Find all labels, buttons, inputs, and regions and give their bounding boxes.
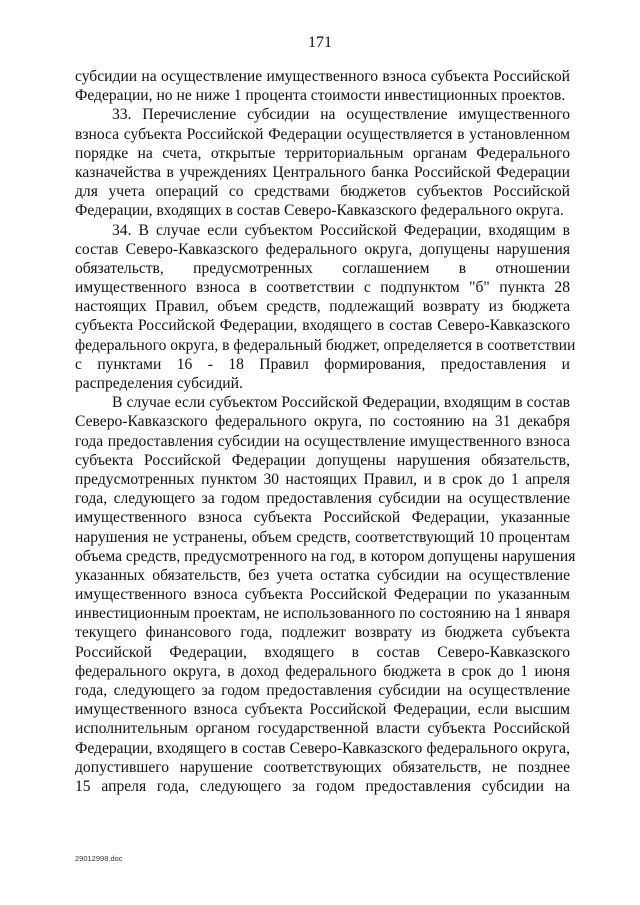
text-line: казначейства в учреждениях Центрального банка Российской Федерации bbox=[75, 163, 570, 181]
text-line: Федерации, но не ниже 1 процента стоимости инвестиционных проектов. bbox=[75, 87, 566, 105]
page-number: 171 bbox=[308, 34, 332, 51]
text-line: Российской Федерации, входящего в состав Северо-Кавказского bbox=[75, 643, 570, 661]
text-line: федерального округа, в доход федерального бюджета в срок до 1 июня bbox=[75, 662, 570, 680]
text-line: года, следующего за годом предоставления субсидии на осуществление bbox=[75, 490, 570, 508]
text-line: Федерации, входящих в состав Северо-Кавказского федерального округа. bbox=[75, 202, 564, 220]
text-line: 33. Перечисление субсидии на осуществление имущественного bbox=[112, 106, 570, 124]
text-line: состав Северо-Кавказского федерального округа, допущены нарушения bbox=[75, 240, 570, 258]
text-line: допустившего нарушение соответствующих обязательств, не позднее bbox=[75, 758, 570, 776]
text-line: 34. В случае если субъектом Российской Федерации, входящим в bbox=[112, 221, 570, 239]
text-line: Северо-Кавказского федерального округа, по состоянию на 31 декабря bbox=[75, 413, 570, 431]
text-line: предусмотренных пунктом 30 настоящих Правил, и в срок до 1 апреля bbox=[75, 470, 570, 488]
text-line: 15 апреля года, следующего за годом предоставления субсидии на bbox=[75, 777, 570, 795]
text-line: настоящих Правил, объем средств, подлежащий возврату из бюджета bbox=[75, 298, 570, 316]
text-line: субъекта Российской Федерации допущены нарушения обязательств, bbox=[75, 451, 570, 469]
text-line: указанных обязательств, без учета остатка субсидии на осуществление bbox=[75, 566, 570, 584]
text-line: Федерации, входящего в состав Северо-Кавказского федерального округа, bbox=[75, 739, 570, 757]
text-line: для учета операций со средствами бюджетов субъектов Российской bbox=[75, 183, 570, 201]
text-line: нарушения не устранены, объем средств, соответствующий 10 процентам bbox=[75, 528, 570, 546]
body-text bbox=[75, 67, 576, 796]
text-line: исполнительным органом государственной власти субъекта Российской bbox=[75, 720, 570, 738]
text-line: с пунктами 16 - 18 Правил формирования, предоставления и bbox=[75, 355, 570, 373]
text-line: порядке на счета, открытые территориальным органам Федерального bbox=[75, 144, 570, 162]
text-line: взноса субъекта Российской Федерации осуществляется в установленном bbox=[75, 125, 570, 143]
text-line: объема средств, предусмотренного на год, в котором допущены нарушения bbox=[75, 547, 576, 565]
text-line: года, следующего за годом предоставления субсидии на осуществление bbox=[75, 682, 570, 699]
footer-filename: 29012998.doc bbox=[75, 854, 123, 863]
text-line: федерального округа, в федеральный бюджет, определяется в соответствии bbox=[75, 336, 576, 354]
text-line: субъекта Российской Федерации, входящего в состав Северо-Кавказского bbox=[75, 317, 570, 335]
text-line: субсидии на осуществление имущественного взноса субъекта Российской bbox=[75, 68, 570, 85]
text-line: инвестиционным проектам, не использованного по состоянию на 1 января bbox=[75, 605, 571, 623]
text-line: имущественного взноса субъекта Российской Федерации, если высшим bbox=[75, 701, 570, 719]
text-line: года предоставления субсидии на осуществление имущественного взноса bbox=[75, 432, 570, 450]
text-line: имущественного взноса субъекта Российской Федерации по указанным bbox=[75, 586, 570, 604]
text-line: текущего финансового года, подлежит возврату из бюджета субъекта bbox=[75, 624, 570, 642]
text-line: В случае если субъектом Российской Федерации, входящим в состав bbox=[112, 394, 570, 412]
text-line: имущественного взноса в соответствии с подпунктом "б" пункта 28 bbox=[75, 279, 570, 297]
text-line: обязательств, предусмотренных соглашением в отношении bbox=[75, 259, 570, 277]
text-line: имущественного взноса субъекта Российской Федерации, указанные bbox=[75, 509, 570, 527]
text-line: распределения субсидий. bbox=[75, 375, 243, 392]
